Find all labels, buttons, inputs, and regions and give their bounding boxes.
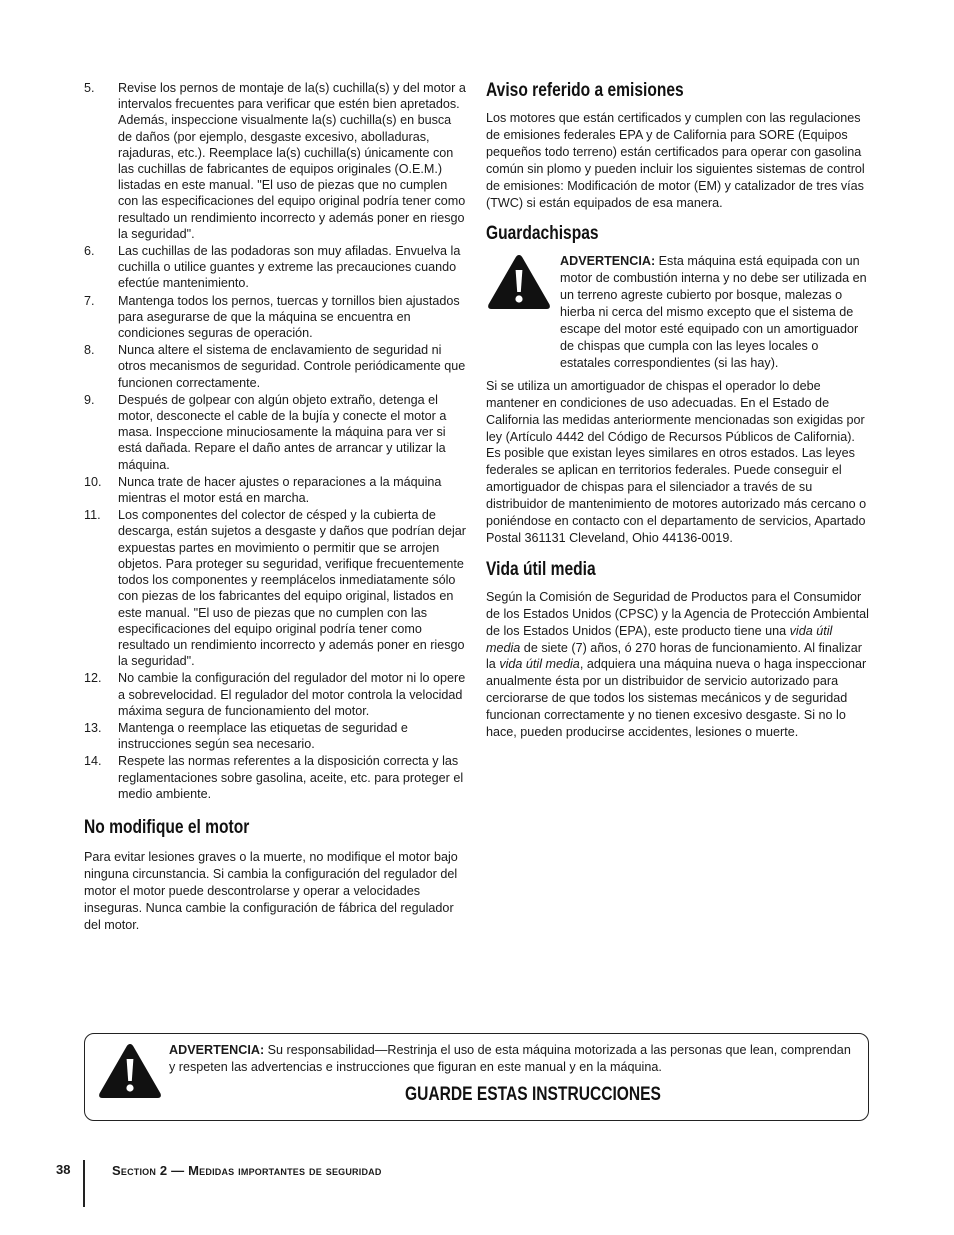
list-text: Nunca trate de hacer ajustes o reparaciones a la máquina mientras el motor está en marcha. <box>118 474 442 506</box>
footer-divider <box>83 1160 85 1207</box>
list-item <box>84 293 468 342</box>
vida-text-1: Según la Comisión de Seguridad de Productos para el Consumidor de los Estados Unidos (CPSC) y la Agencia de Protección Ambiental de los Estados Unidos (EPA), este producto tiene una <box>486 589 869 638</box>
list-item <box>84 80 468 242</box>
list-number: 5. <box>84 81 95 95</box>
warning-text: Esta máquina está equipada con un motor de combustión interna y no debe ser utilizada en un terreno agreste cubierto por bosque, malezas o hierba ni cerca del mismo excepto que el sistema de escape del motor esté equipado con un amortiguador de chispas que cumpla con las leyes locales o estatales correspondientes (si las hay). <box>560 254 867 370</box>
list-item <box>84 753 468 802</box>
list-number: 7. <box>84 293 95 308</box>
left-column <box>84 80 468 933</box>
list-text: Mantenga o reemplace las etiquetas de seguridad e instrucciones según sea necesario. <box>118 720 408 752</box>
list-item <box>84 342 468 391</box>
vida-util-body <box>486 589 870 741</box>
list-item <box>84 474 468 506</box>
bottom-warning-text <box>169 1042 859 1076</box>
safety-list <box>84 80 468 802</box>
list-text: Los componentes del colector de césped y la cubierta de descarga, están sujetos a desgaste y daños que podrían dejar expuestas partes en movimiento o permitir que se arrojen objetos. Para proteger su seguridad, verifique frecuentemente todos los componentes y reemplácelos inmediatamente sólo con piezas de los fabricantes del equipo original, listados en este manual. "El uso de piezas que no cumplen con las especificaciones del equipo original podría tener como resultado un rendimiento incorrecto y además poner en riesgo la seguridad". <box>118 508 466 669</box>
warning-text: Su responsabilidad—Restrinja el uso de esta máquina motorizada a las personas que lean, comprendan y respeten las advertencias e instrucciones que figuran en este manual y en la máquina. <box>169 1043 851 1074</box>
list-number: 10. <box>84 474 102 489</box>
warning-triangle-icon <box>486 253 552 311</box>
warning-label: ADVERTENCIA: <box>169 1043 265 1057</box>
right-column <box>486 80 870 741</box>
list-text: Nunca altere el sistema de enclavamiento de seguridad ni otros mecanismos de seguridad. Controle periódicamente que funcionen correctamente. <box>118 343 466 390</box>
list-number: 11. <box>84 508 101 523</box>
list-item <box>84 670 468 719</box>
aviso-body: Los motores que están certificados y cumplen con las regulaciones de emisiones federales EPA y de California para SORE (Equipos pequeños todo terreno) están certificados para operar con gasolina común sin plomo y pueden incluir los siguientes sistemas de control de emisiones: Modificación de motor (EM) y catalizador de tres vías (TWC) si están equipados de esa manera. <box>486 111 865 210</box>
no-modifique-body: Para evitar lesiones graves o la muerte, no modifique el motor bajo ninguna circunstancia. Si cambia la configuración del regulador del motor el motor puede descontrolarse y operar a velocidades inseguras. Nunca cambie la configuración de fábrica del regulador del motor. <box>84 849 458 932</box>
list-text: Mantenga todos los pernos, tuercas y tornillos bien ajustados para asegurarse de que la máquina se encuentra en condiciones seguras de operación. <box>118 293 460 341</box>
list-text: Respete las normas referentes a la disposición correcta y las reglamentaciones sobre gasolina, aceite, etc. para proteger el medio ambiente. <box>118 754 464 801</box>
vida-italic-2: vida útil media <box>499 657 580 672</box>
list-number: 6. <box>84 244 95 259</box>
footer-section-title: Section 2 — Medidas importantes de seguridad <box>112 1163 382 1178</box>
list-text: Después de golpear con algún objeto extraño, detenga el motor, desconecte el cable de la bujía y conecte el motor a masa. Inspeccione minuciosamente la máquina para ver si está dañada. Repare el daño antes de arrancar y utilizar la máquina. <box>118 392 447 472</box>
vida-italic-1: vida útil media <box>486 623 833 655</box>
list-item <box>84 243 468 292</box>
section-heading-no-modifique: No modifique el motor <box>84 816 250 838</box>
list-text: Las cuchillas de las podadoras son muy afiladas. Envuelva la cuchilla o utilice guantes y extreme las precauciones cuando efectúe mantenimiento. <box>118 244 461 291</box>
warning-triangle-icon <box>97 1042 163 1100</box>
section-heading-aviso: Aviso referido a emisiones <box>486 80 684 101</box>
guardachispas-warning <box>486 253 870 371</box>
vida-text-3: , adquiera una máquina nueva o haga inspeccionar anualmente ésta por un distribuidor de servicio autorizado para cerciorarse de que todos los sistemas mecánicos y de seguridad funcionan correctamente y no tienen excesivo desgaste. Si no lo hace, pueden producirse accidentes, lesiones o muerte. <box>486 657 867 740</box>
list-text: No cambie la configuración del regulador del motor ni lo opere a sobrevelocidad. El regulador del motor controla la velocidad máxima segura de funcionamiento del motor. <box>118 671 466 718</box>
list-item <box>84 720 468 752</box>
list-number: 12. <box>84 671 102 686</box>
page-number: 38 <box>56 1162 71 1177</box>
warning-label: ADVERTENCIA: <box>560 254 656 269</box>
list-item <box>84 392 468 473</box>
list-number: 13. <box>84 720 102 735</box>
list-text: Revise los pernos de montaje de la(s) cuchilla(s) y del motor a intervalos frecuentes para verificar que estén bien apretados. Además, inspeccione visualmente la(s) cuchilla(s) en busca de daños (por ejemplo, desgaste excesivo, abolladuras, rajaduras, etc.). Reemplace la(s) cuchilla(s) únicamente con las cuchillas de fabricantes de equipos originales (O.E.M.) listadas en este manual. "El uso de piezas que no cumplen con las especificaciones del equipo original podría tener como resultado un rendimiento incorrecto y además poner en riesgo la seguridad". <box>118 81 466 241</box>
guardachispas-body: Si se utiliza un amortiguador de chispas el operador lo debe mantener en condiciones de uso adecuadas. En el Estado de California las medidas anteriormente mencionadas son exigidas por ley (Artículo 4442 del Código de Recursos Públicos de California). Es posible que existan leyes similares en otros estados. Las leyes federales se aplican en territorios federales. Puede conseguir el amortiguador de chispas para el silenciador a través de su distribuidor de mantenimiento de motores autorizado más cercano o poniéndose en contacto con el departamento de servicios, Apartado Postal 361131 Cleveland, Ohio 44136-0019. <box>486 378 867 545</box>
list-number: 14. <box>84 754 102 769</box>
vida-text-2: de siete (7) años, ó 270 horas de funcionamiento. Al finalizar la <box>486 640 862 672</box>
list-number: 9. <box>84 392 95 407</box>
list-item <box>84 507 468 669</box>
guardachispas-warning-text <box>560 253 870 371</box>
section-heading-guardachispas: Guardachispas <box>486 223 599 245</box>
bottom-warning-box <box>84 1033 869 1121</box>
guarde-instrucciones-title: GUARDE ESTAS INSTRUCCIONES <box>405 1084 661 1105</box>
section-heading-vida-util: Vida útil media <box>486 558 596 580</box>
list-number: 8. <box>84 343 95 358</box>
